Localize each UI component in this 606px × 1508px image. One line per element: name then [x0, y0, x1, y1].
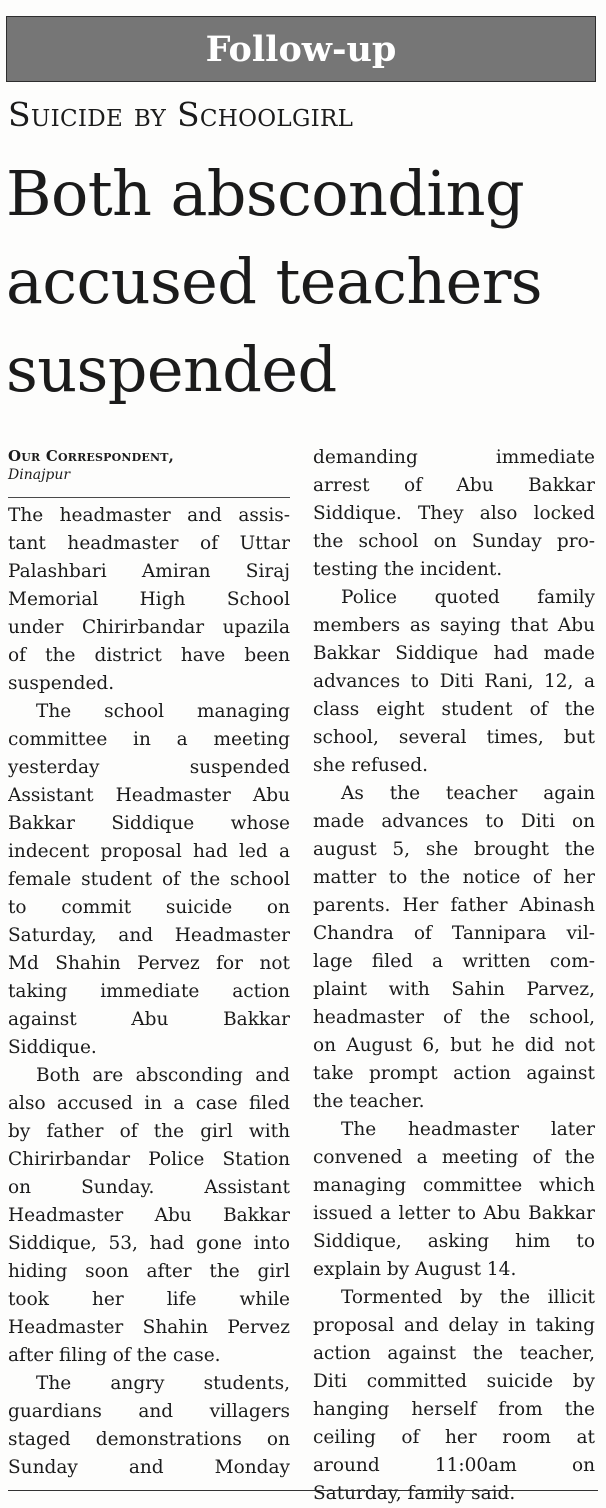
article-column-right [313, 444, 595, 1508]
text-line: The angry students, [36, 1373, 290, 1394]
text-line: the school on Sunday pro- [313, 531, 595, 552]
text-line: under Chirirbandar upazila [8, 617, 290, 638]
follow-up-banner [6, 16, 596, 82]
text-line: yesterday suspended [8, 757, 290, 778]
text-line: matter to the notice of her [313, 867, 595, 888]
text-line: advances to Diti Rani, 12, a [313, 671, 595, 692]
text-line: Bakkar Siddique whose [8, 813, 290, 834]
text-line: Md Shahin Pervez for not [8, 953, 290, 974]
bottom-divider [8, 1490, 598, 1491]
text-line: Headmaster Abu Bakkar [8, 1205, 290, 1226]
byline-name: Our Correspondent, [8, 447, 175, 465]
text-line: plaint with Sahin Parvez, [313, 979, 595, 1000]
headline-line: accused teachers [6, 245, 543, 318]
text-line: The school managing [36, 701, 290, 722]
text-line: by father of the girl with [8, 1121, 290, 1142]
byline-place: Dinajpur [8, 467, 71, 483]
text-line: on Sunday. Assistant [8, 1177, 290, 1198]
text-line: hanging herself from the [313, 1399, 595, 1420]
text-line: Siddique, 53, had gone into [8, 1233, 290, 1254]
text-line: hiding soon after the girl [8, 1261, 290, 1282]
text-line: to commit suicide on [8, 897, 290, 918]
kicker: Suicide by Schoolgirl [8, 95, 354, 134]
text-line: Chandra of Tannipara vil- [313, 923, 595, 944]
text-line: take prompt action against [313, 1063, 595, 1084]
text-line: The headmaster and assis- [8, 505, 290, 526]
text-line: also accused in a case filed [8, 1093, 290, 1114]
column-body [313, 444, 595, 1508]
text-line: Palashbari Amiran Siraj [8, 561, 290, 582]
text-line: As the teacher again [341, 783, 595, 804]
text-line: taking immediate action [8, 981, 290, 1002]
text-line: Police quoted family [341, 587, 595, 608]
text-line: Tormented by the illicit [341, 1287, 595, 1308]
text-line: suspended. [8, 673, 115, 694]
text-line: Sunday and Monday [8, 1457, 290, 1478]
text-line: on August 6, but he did not [313, 1035, 595, 1056]
text-line: parents. Her father Abinash [313, 895, 595, 916]
text-line: Saturday, and Headmaster [8, 925, 290, 946]
text-line: the teacher. [313, 1091, 425, 1112]
text-line: issued a letter to Abu Bakkar [313, 1203, 595, 1224]
text-line: Headmaster Shahin Pervez [8, 1317, 290, 1338]
text-line: proposal and delay in taking [313, 1315, 595, 1336]
text-line: made advances to Diti on [313, 811, 595, 832]
text-line: against Abu Bakkar [8, 1009, 290, 1030]
article-column-left [8, 446, 290, 1482]
text-line: demanding immediate [313, 447, 595, 468]
banner-label: Follow-up [205, 28, 397, 70]
byline-divider [8, 497, 290, 498]
text-line: after filing of the case. [8, 1345, 221, 1366]
text-line: of the district have been [8, 645, 290, 666]
text-line: ceiling of her room at [313, 1427, 595, 1448]
text-line: female student of the school [8, 869, 290, 890]
text-line: Memorial High School [8, 589, 290, 610]
text-line: class eight student of the [313, 699, 595, 720]
text-line: Both are absconding and [36, 1065, 290, 1086]
text-line: indecent proposal had led a [8, 841, 290, 862]
text-line: around 11:00am on [313, 1455, 595, 1476]
text-line: action against the teacher, [313, 1343, 595, 1364]
text-line: guardians and villagers [8, 1401, 290, 1422]
text-line: The headmaster later [341, 1119, 595, 1140]
text-line: Assistant Headmaster Abu [8, 785, 290, 806]
text-line: Siddique. They also locked [313, 503, 595, 524]
text-line: she refused. [313, 755, 428, 776]
text-line: managing committee which [313, 1175, 595, 1196]
text-line: took her life while [8, 1289, 290, 1310]
text-line: explain by August 14. [313, 1259, 517, 1280]
headline-line: Both absconding [6, 157, 525, 230]
headline-line: suspended [6, 333, 337, 406]
text-line: tant headmaster of Uttar [8, 533, 290, 554]
text-line: members as saying that Abu [313, 615, 595, 636]
text-line: headmaster of the school, [313, 1007, 595, 1028]
text-line: testing the incident. [313, 559, 503, 580]
text-line: staged demonstrations on [8, 1429, 290, 1450]
text-line: arrest of Abu Bakkar [313, 475, 595, 496]
headline [6, 150, 602, 414]
text-line: Saturday, family said. [313, 1483, 516, 1504]
text-line: Diti committed suicide by [313, 1371, 595, 1392]
text-line: committee in a meeting [8, 729, 290, 750]
text-line: Chirirbandar Police Station [8, 1149, 290, 1170]
text-line: Siddique. [8, 1037, 97, 1058]
text-line: august 5, she brought the [313, 839, 595, 860]
text-line: convened a meeting of the [313, 1147, 595, 1168]
text-line: lage filed a written com- [313, 951, 595, 972]
text-line: Bakkar Siddique had made [313, 643, 595, 664]
text-line: school, several times, but [313, 727, 595, 748]
column-body [8, 502, 290, 1482]
text-line: Siddique, asking him to [313, 1231, 595, 1252]
